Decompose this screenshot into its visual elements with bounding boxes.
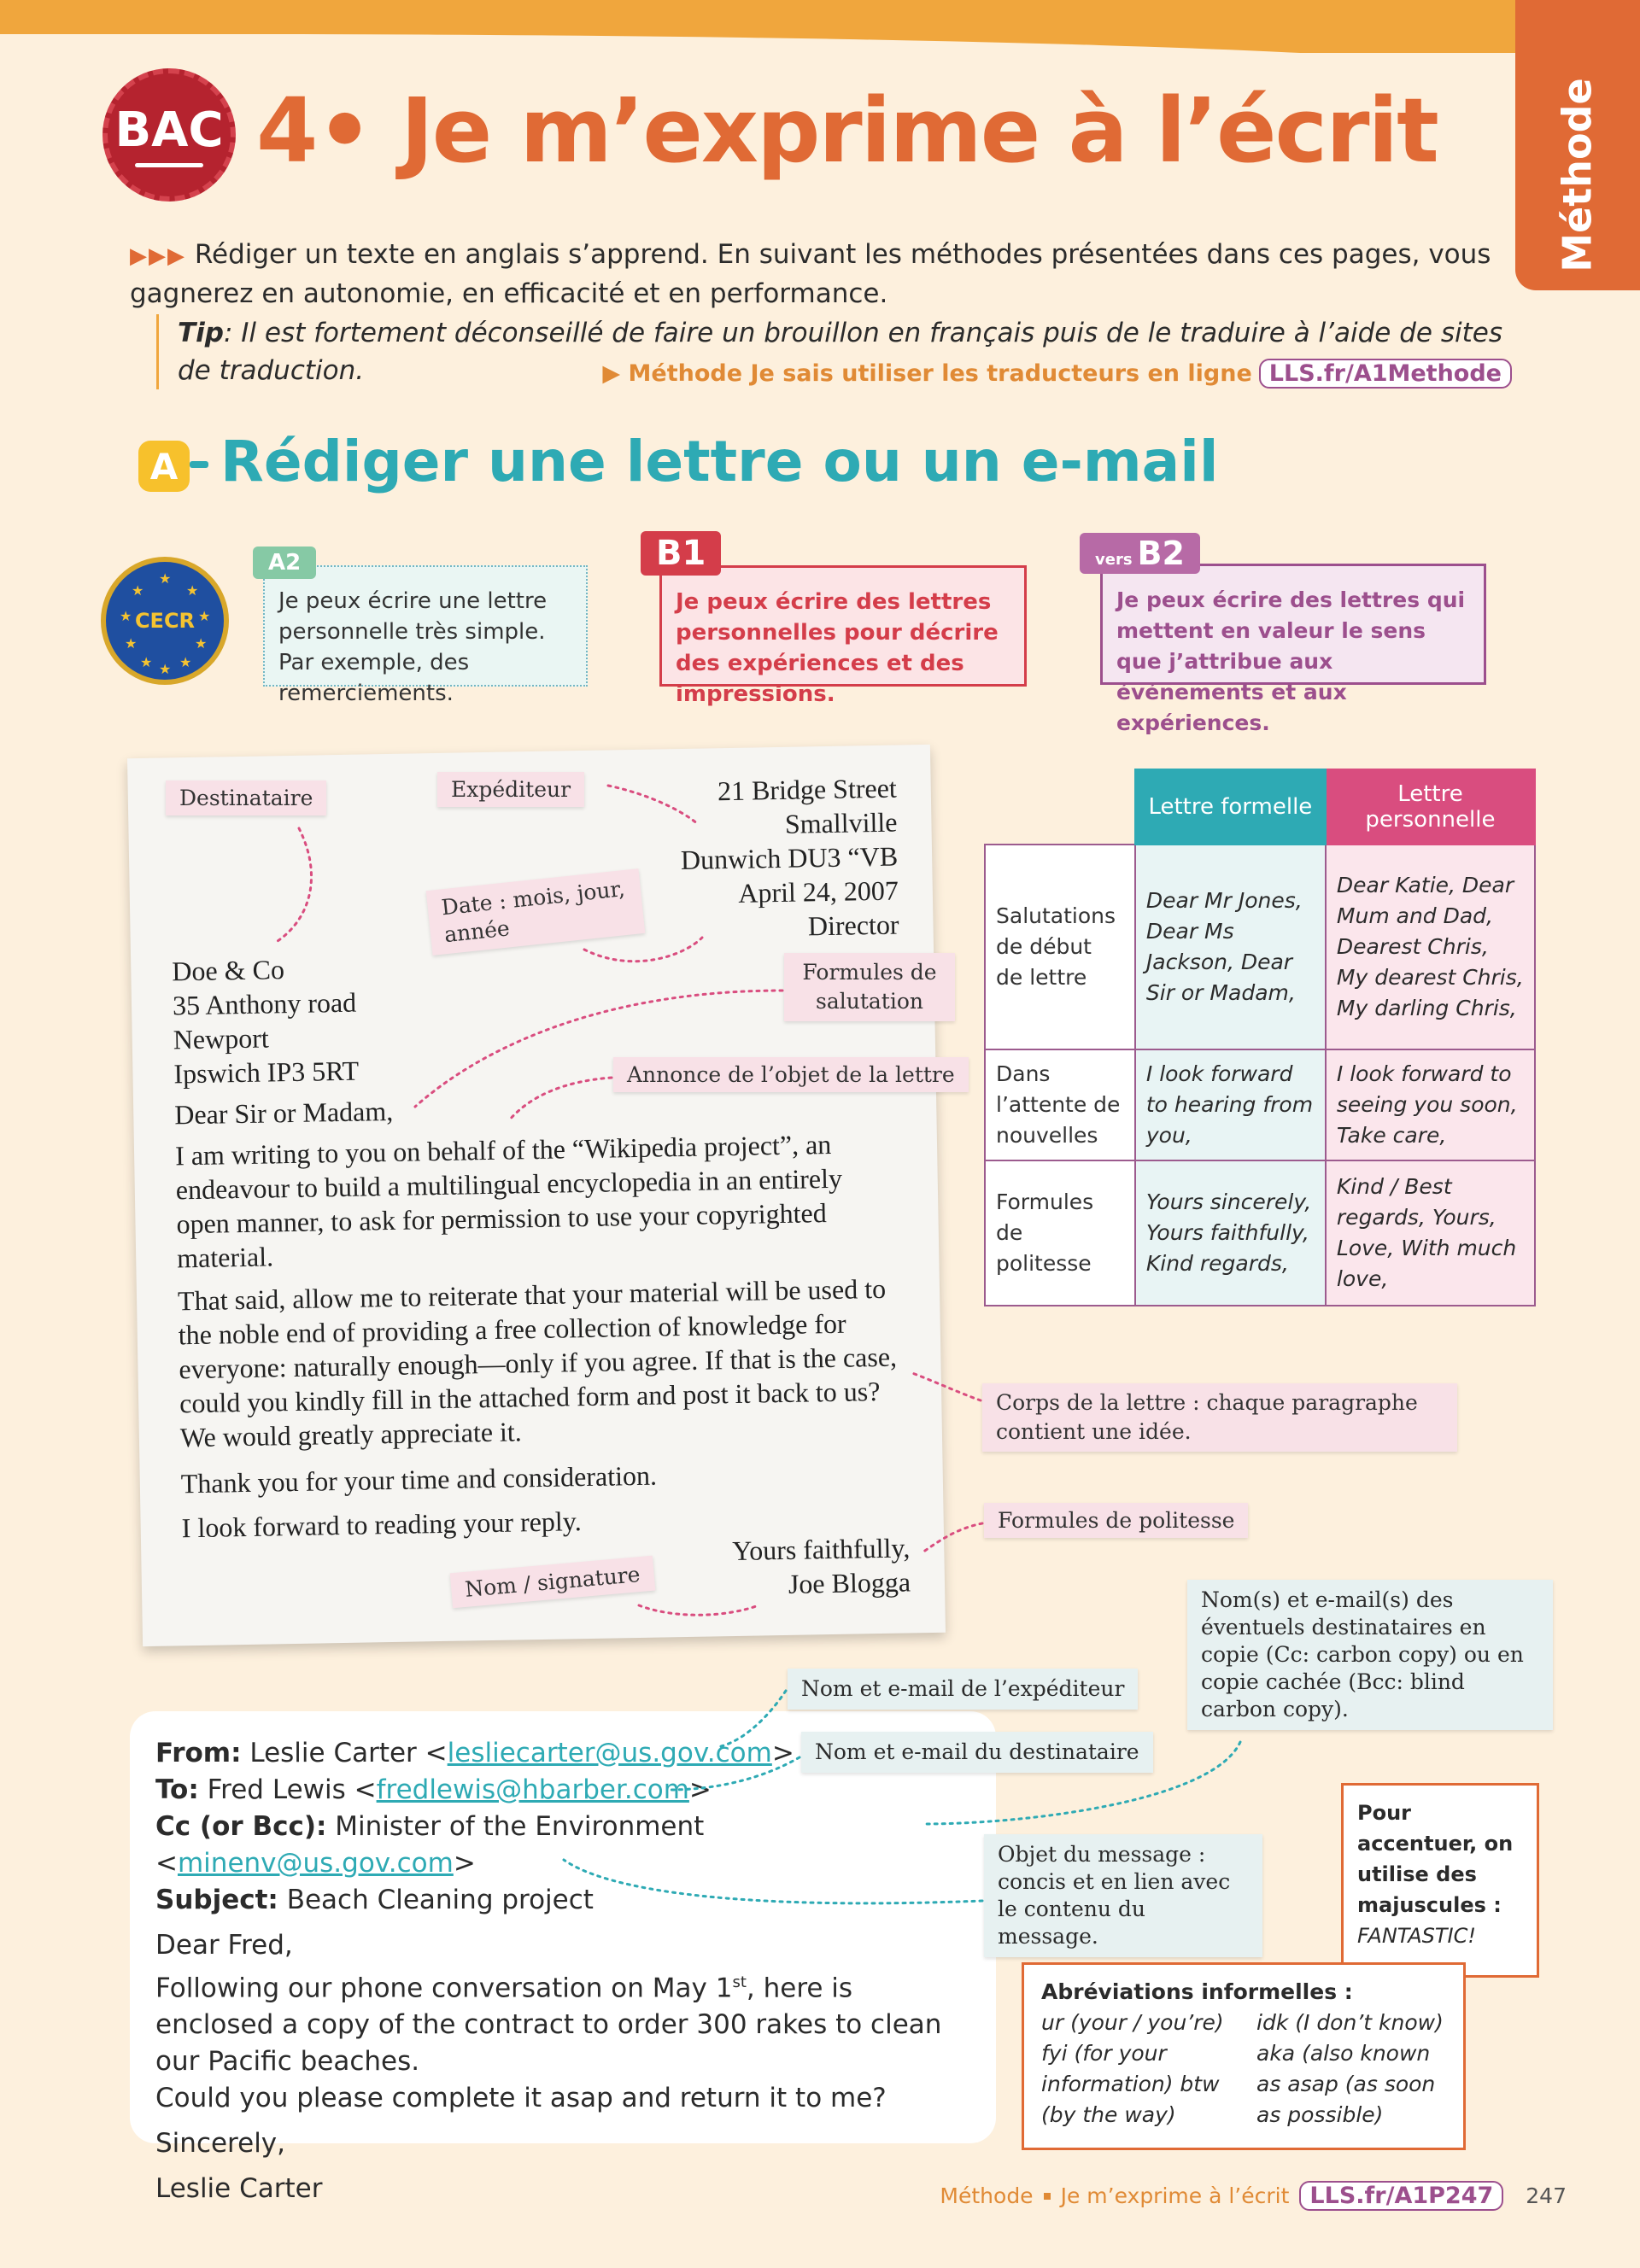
page-number: 247	[1526, 2183, 1567, 2208]
email-to-address[interactable]: fredlewis@hbarber.com	[376, 1774, 689, 1805]
intro-arrows: ▶▶▶	[130, 243, 186, 269]
letter-paragraph-2: That said, allow me to reiterate that your material will be used to the noble end of providing a free collection of knowledge for everyone: naturally enough—only if you agree. If that is the case, could you kindly fill in the attached form and post it back to us? We would greatly appreciate it.	[177, 1272, 898, 1453]
side-tab-label: Méthode	[1555, 78, 1602, 272]
table-cell-label: Formules de politesse	[985, 1160, 1135, 1306]
level-b2-prefix: vers	[1095, 551, 1133, 569]
accent-box	[1341, 1783, 1539, 1978]
table-header-row	[985, 769, 1535, 845]
cecr-badge	[101, 557, 229, 685]
star-icon: ★	[159, 570, 172, 587]
email-subject-line	[155, 1882, 970, 1919]
email-cc-line	[155, 1809, 970, 1882]
tip-text: : Il est fortement déconseillé de faire un brouillon en français puis de le traduire à l’aide de sites de traduction.	[178, 318, 1502, 386]
level-b1-tag: B1	[641, 531, 721, 576]
email-body-2: , here is enclosed a copy of the contract to order 300 rakes to clean our Pacific beaches.	[155, 1973, 942, 2078]
table-cell-label: Dans l’attente de nouvelles	[985, 1049, 1135, 1160]
level-b1-box: Je peux écrire des lettres personnelles pour décrire des expériences et des impressions.	[659, 565, 1027, 687]
abbr-left: ur (your / you’re) fyi (for your information) btw (by the way)	[1041, 2010, 1224, 2127]
star-icon: ★	[179, 654, 192, 670]
note-date: Date : mois, jour, année	[426, 868, 646, 956]
email-signature: Leslie Carter	[155, 2173, 323, 2205]
section-a-badge: A	[138, 441, 190, 492]
letter-signature: Joe Blogga	[788, 1566, 911, 1599]
email-cc-label: Cc (or Bcc):	[155, 1811, 327, 1842]
star-icon: ★	[132, 582, 144, 599]
email-to-label: To:	[155, 1774, 199, 1805]
note-nom-expediteur: Nom et e-mail de l’expéditeur	[788, 1669, 1138, 1710]
note-expediteur: Expéditeur	[437, 772, 584, 807]
sender-line: April 24, 2007	[737, 874, 899, 909]
sender-address	[679, 771, 899, 945]
email-greeting: Dear Fred,	[155, 1930, 293, 1961]
email-to-name: Fred Lewis <	[207, 1774, 377, 1805]
level-a2-tag: A2	[253, 547, 316, 579]
abbreviations-box	[1022, 1962, 1466, 2150]
table-row	[985, 845, 1535, 1049]
email-subject-label: Subject:	[155, 1885, 278, 1915]
letter-paragraph-1: I am writing to you on behalf of the “Wikipedia project”, an endeavour to build a multilingual encyclopedia in an entirely open manner, to ask for permission to use your copyrighted material.	[174, 1128, 843, 1274]
recipient-line: Ipswich IP3 5RT	[173, 1055, 360, 1090]
table-row	[985, 1049, 1535, 1160]
level-b2-box: Je peux écrire des lettres qui mettent en valeur le sens que j’attribue aux événements et aux expériences.	[1100, 564, 1486, 685]
note-signature: Nom / signature	[450, 1556, 655, 1609]
sender-line: Director	[807, 909, 899, 942]
email-body-1: Following our phone conversation on May 1	[155, 1973, 733, 2004]
star-icon: ★	[140, 654, 153, 670]
table-cell-personal: Kind / Best regards, Yours, Love, With much love,	[1326, 1160, 1535, 1306]
star-icon: ★	[159, 661, 172, 677]
star-icon: ★	[195, 635, 208, 652]
note-politesse: Formules de politesse	[984, 1503, 1248, 1538]
table-header-personal: Lettre personnelle	[1326, 769, 1535, 845]
recipient-address	[172, 951, 359, 1091]
note-formules-salutation: Formules de salutation	[784, 953, 955, 1021]
note-objet: Objet du message : concis et en lien avec le contenu du message.	[984, 1834, 1262, 1957]
accent-box-title: Pour accentuer, on utilise des majuscules :	[1357, 1801, 1514, 1917]
note-destinataire: Destinataire	[166, 780, 326, 815]
table-header-formal: Lettre formelle	[1135, 769, 1326, 845]
email-from-name: Leslie Carter <	[249, 1738, 448, 1768]
email-from-label: From:	[155, 1738, 242, 1768]
spacer	[155, 2162, 970, 2171]
sender-line: Dunwich DU3 “VB	[680, 840, 899, 875]
recipient-line: 35 Anthony road	[172, 986, 357, 1021]
email-from-end: >	[771, 1738, 794, 1768]
letter-paragraph-4: I look forward to reading your reply.	[181, 1505, 582, 1544]
email-body-3: Could you please complete it asap and return it to me?	[155, 2083, 887, 2114]
page-title: 4• Je m’exprime à l’écrit	[256, 79, 1438, 183]
email-cc-address[interactable]: minenv@us.gov.com	[177, 1848, 454, 1879]
abbr-title: Abréviations informelles :	[1041, 1979, 1353, 2004]
letter-salutation: Dear Sir or Madam,	[173, 1095, 394, 1131]
letter-paragraph-3: Thank you for your time and consideration.	[180, 1459, 658, 1499]
note-copie: Nom(s) et e-mail(s) des éventuels destinataires en copie (Cc: carbon copy) ou en copie cachée (Bcc: blind carbon copy).	[1187, 1580, 1553, 1730]
note-nom-destinataire: Nom et e-mail du destinataire	[801, 1732, 1153, 1773]
abbr-right: idk (I don’t know) aka (also known as asap (as soon as possible)	[1256, 2010, 1444, 2127]
note-corps: Corps de la lettre : chaque paragraphe contient une idée.	[982, 1383, 1457, 1452]
table-cell-formal: Dear Mr Jones, Dear Ms Jackson, Dear Sir or Madam,	[1135, 845, 1326, 1049]
bac-badge-label: BAC	[114, 102, 224, 158]
table-cell-personal: Dear Katie, Dear Mum and Dad, Dearest Chris, My dearest Chris, My darling Chris,	[1326, 845, 1535, 1049]
cecr-label: CECR	[134, 609, 196, 633]
sender-line: Smallville	[784, 806, 898, 839]
table-cell-formal: I look forward to hearing from you,	[1135, 1049, 1326, 1160]
side-tab	[1515, 0, 1640, 290]
section-a-dash	[190, 461, 208, 468]
abbr-columns	[1041, 2008, 1446, 2131]
star-icon: ★	[125, 635, 138, 652]
intro-paragraph	[130, 236, 1514, 313]
table-row	[985, 1160, 1535, 1306]
letter-closing-text: Yours faithfully,	[731, 1532, 911, 1567]
tip-label: Tip	[178, 318, 224, 348]
email-closing: Sincerely,	[155, 2128, 286, 2160]
level-a2-box: Je peux écrire une lettre personnelle très simple. Par exemple, des remerciements.	[263, 565, 588, 687]
email-body	[155, 1964, 970, 2080]
footer-title: Je m’exprime à l’écrit	[1060, 2183, 1290, 2208]
methode-link[interactable]	[602, 359, 1512, 389]
star-icon: ★	[120, 608, 132, 624]
recipient-line: Doe & Co	[172, 954, 285, 987]
letter-formulas-table	[984, 769, 1536, 1306]
bac-badge-underline	[135, 163, 203, 167]
intro-text: Rédiger un texte en anglais s’apprend. En suivant les méthodes présentées dans ces pages, vous gagnerez en autonomie, en efficacité et en performance.	[130, 239, 1491, 309]
footer-dot	[1044, 2193, 1051, 2200]
methode-link-text: ▶ Méthode Je sais utiliser les traducteurs en ligne	[602, 360, 1252, 387]
table-cell-personal: I look forward to seeing you soon, Take care,	[1326, 1049, 1535, 1160]
table-header-empty	[985, 769, 1135, 845]
email-to-line	[155, 1772, 970, 1809]
email-to-end: >	[688, 1774, 712, 1805]
spacer	[155, 1919, 970, 1927]
methode-link-url[interactable]: LLS.fr/A1Methode	[1259, 359, 1512, 389]
email-cc-end: >	[453, 1848, 476, 1879]
table-cell-label: Salutations de début de lettre	[985, 845, 1135, 1049]
footer-section: Méthode	[940, 2183, 1034, 2208]
note-annonce: Annonce de l’objet de la lettre	[613, 1057, 969, 1092]
letter-closing	[732, 1530, 911, 1602]
recipient-line: Newport	[173, 1022, 270, 1055]
spacer	[155, 2117, 970, 2125]
email-subject: Beach Cleaning project	[286, 1885, 594, 1915]
accent-box-example: FANTASTIC!	[1357, 1924, 1476, 1948]
level-b2-label: B2	[1137, 535, 1185, 572]
email-from-address[interactable]: lesliecarter@us.gov.com	[447, 1738, 772, 1768]
page-footer	[940, 2181, 1567, 2211]
footer-link[interactable]: LLS.fr/A1P247	[1299, 2181, 1503, 2211]
sender-line: 21 Bridge Street	[717, 772, 898, 807]
email-body-sup: st	[732, 1973, 747, 1991]
level-b2-tag	[1080, 533, 1200, 574]
email-cc-name: Minister of the Environment <	[155, 1811, 705, 1879]
section-a-title: Rédiger une lettre ou un e-mail	[220, 429, 1219, 494]
star-icon: ★	[186, 582, 199, 599]
bac-badge	[102, 68, 236, 202]
star-icon: ★	[198, 608, 211, 624]
table-cell-formal: Yours sincerely, Yours faithfully, Kind regards,	[1135, 1160, 1326, 1306]
